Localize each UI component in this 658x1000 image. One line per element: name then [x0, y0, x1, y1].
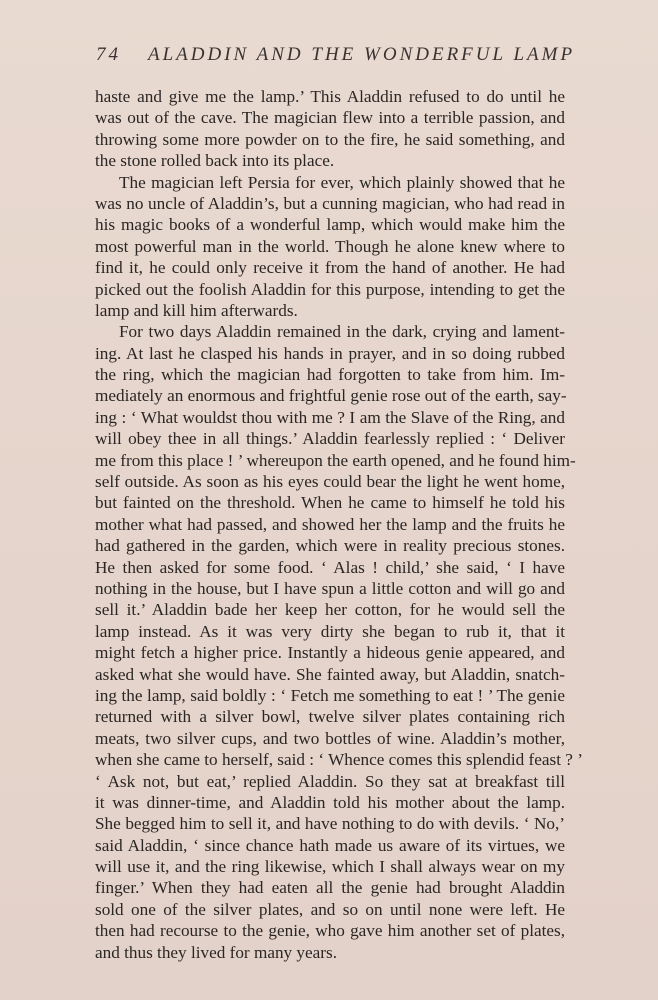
text-line: finger.’ When they had eaten all the genie had brought Aladdin: [95, 878, 565, 898]
text-line: mediately an enormous and frightful genie rose out of the earth, say-: [95, 386, 567, 406]
text-line: but fainted on the threshold. When he came to himself he told his: [95, 493, 565, 513]
text-line: returned with a silver bowl, twelve silver plates containing rich: [95, 707, 565, 727]
text-line: self outside. As soon as his eyes could bear the light he went home,: [95, 472, 565, 492]
text-line: will obey thee in all things.’ Aladdin fearlessly replied : ‘ Deliver: [95, 429, 565, 449]
text-line: She begged him to sell it, and have nothing to do with devils. ‘ No,’: [95, 814, 565, 834]
text-line: then had recourse to the genie, who gave him another set of plates,: [95, 921, 565, 941]
text-line: said Aladdin, ‘ since chance hath made us aware of its virtues, we: [95, 835, 565, 855]
text-line: asked what she would have. She fainted away, but Aladdin, snatch-: [95, 664, 565, 684]
text-line: had gathered in the garden, which were in reality precious stones.: [95, 536, 565, 556]
text-line: most powerful man in the world. Though he alone knew where to: [95, 236, 565, 256]
text-line: haste and give me the lamp.’ This Aladdin refused to do until he: [95, 87, 565, 106]
text-line: nothing in the house, but I have spun a little cotton and will go and: [95, 578, 565, 598]
text-line: sold one of the silver plates, and so on until none were left. He: [95, 899, 565, 919]
text-line: the ring, which the magician had forgotten to take from him. Im-: [95, 365, 565, 385]
text-line: find it, he could only receive it from the hand of another. He had: [95, 258, 565, 278]
text-line: me from this place ! ’ whereupon the earth opened, and he found him-: [95, 450, 576, 470]
text-line: will use it, and the ring likewise, which I shall always wear on my: [95, 857, 565, 877]
text-line: throwing some more powder on to the fire, he said something, and: [95, 129, 565, 149]
page-number: 74: [96, 44, 121, 65]
text-line: when she came to herself, said : ‘ Whence comes this splendid feast ? ’: [95, 750, 583, 770]
body-text: [95, 86, 583, 963]
text-line: picked out the foolish Aladdin for this purpose, intending to get the: [95, 279, 565, 299]
text-line: ing : ‘ What wouldst thou with me ? I am the Slave of the Ring, and: [95, 407, 565, 427]
text-line: and thus they lived for many years.: [95, 942, 337, 962]
running-head: [96, 44, 576, 70]
text-line: lamp and kill him afterwards.: [95, 300, 298, 320]
text-line: ing the lamp, said boldly : ‘ Fetch me something to eat ! ’ The genie: [95, 685, 565, 705]
text-line: was no uncle of Aladdin’s, but a cunning magician, who had read in: [95, 193, 565, 213]
text-line: might fetch a higher price. Instantly a hideous genie appeared, and: [95, 643, 565, 663]
text-line: ing. At last he clasped his hands in prayer, and in so doing rubbed: [95, 343, 565, 363]
text-line: sell it.’ Aladdin bade her keep her cotton, for he would sell the: [95, 600, 565, 620]
text-line: meats, two silver cups, and two bottles of wine. Aladdin’s mother,: [95, 728, 565, 748]
text-line: was out of the cave. The magician flew into a terrible passion, and: [95, 108, 565, 128]
text-line: his magic books of a wonderful lamp, which would make him the: [95, 215, 565, 235]
text-line: The magician left Persia for ever, which plainly showed that he: [119, 172, 565, 192]
running-title: ALADDIN AND THE WONDERFUL LAMP: [148, 44, 576, 65]
text-line: lamp instead. As it was very dirty she began to rub it, that it: [95, 621, 565, 641]
text-line: the stone rolled back into its place.: [95, 151, 335, 171]
text-line: it was dinner-time, and Aladdin told his mother about the lamp.: [95, 792, 565, 812]
text-line: For two days Aladdin remained in the dark, crying and lament-: [119, 322, 565, 342]
text-line: He then asked for some food. ‘ Alas ! child,’ she said, ‘ I have: [95, 557, 565, 577]
text-line: mother what had passed, and showed her the lamp and the fruits he: [95, 514, 565, 534]
text-line: ‘ Ask not, but eat,’ replied Aladdin. So they sat at breakfast till: [95, 771, 565, 791]
